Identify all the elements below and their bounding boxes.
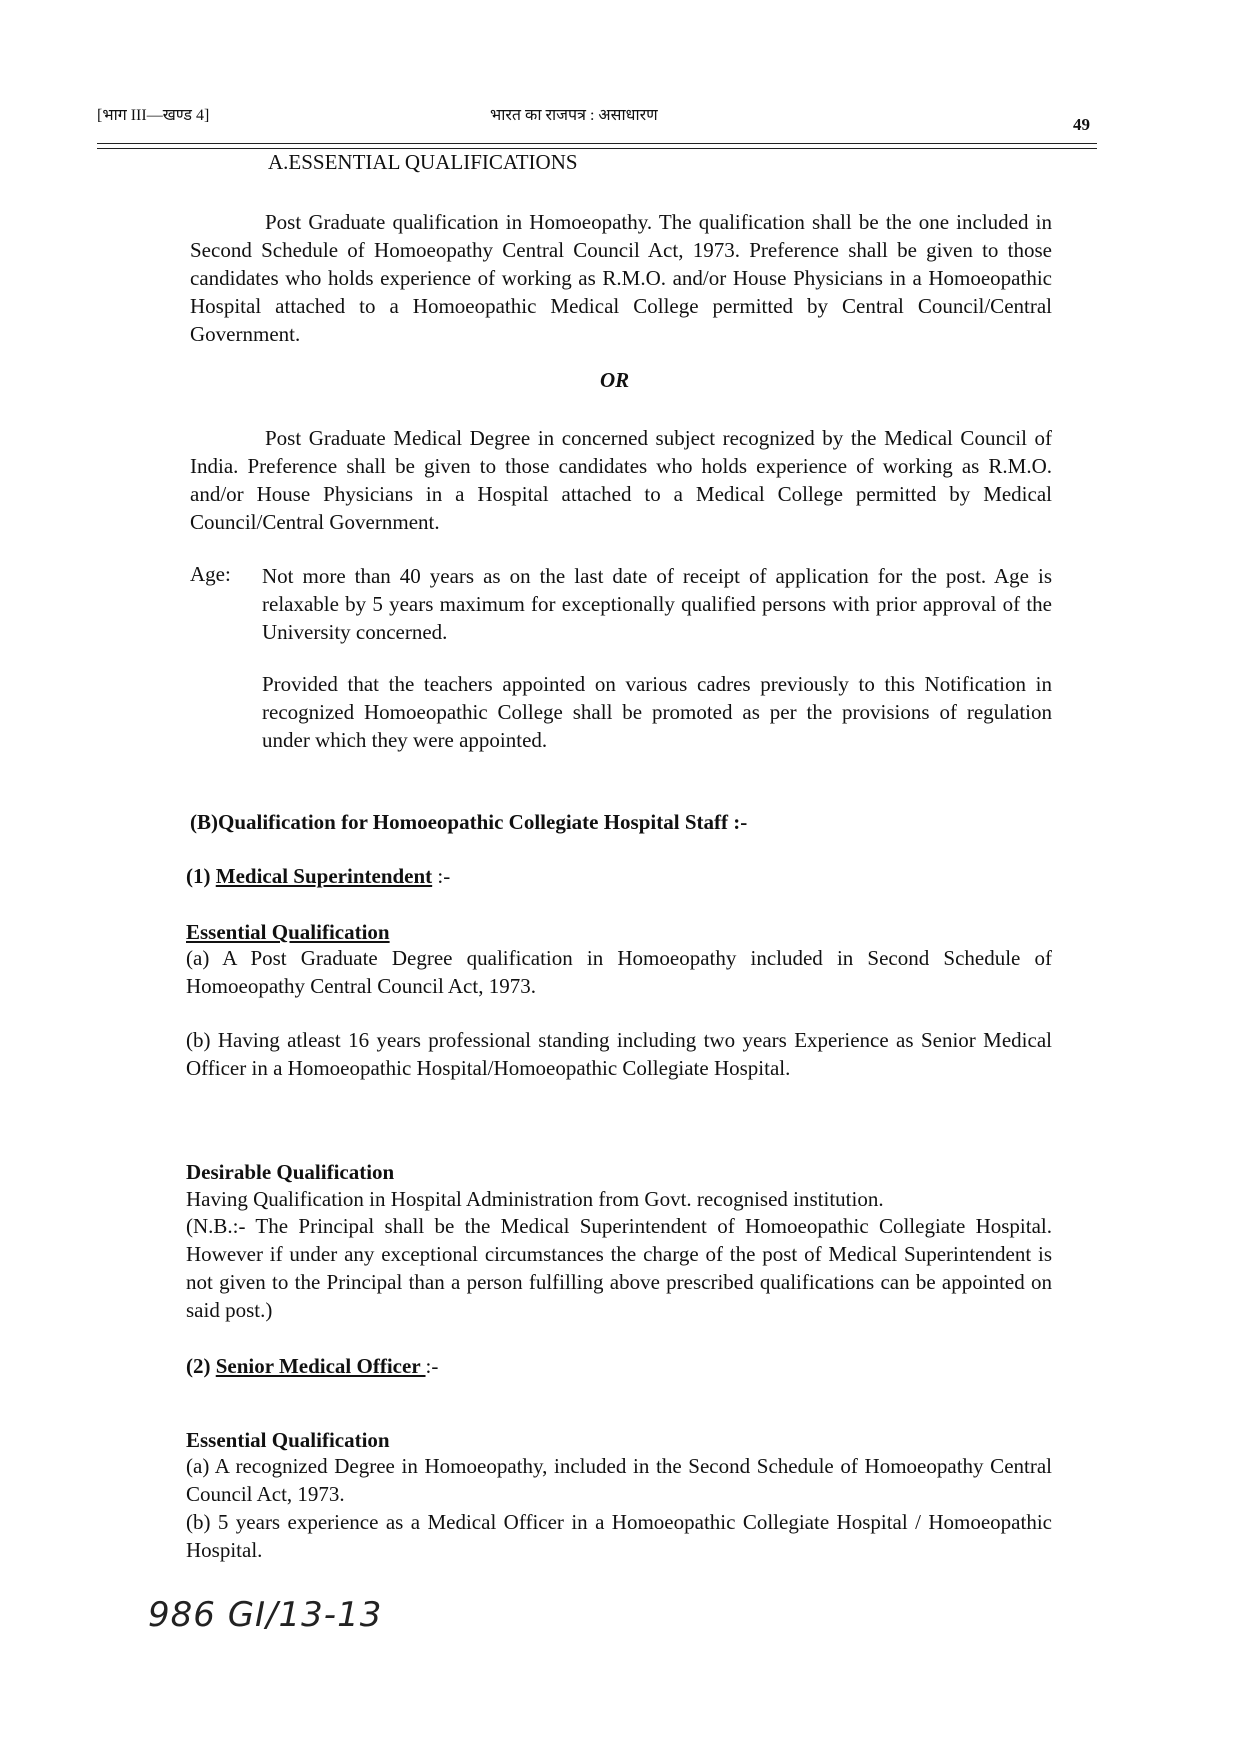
item-number: (2) bbox=[186, 1354, 216, 1378]
header-rule-top bbox=[97, 143, 1097, 144]
header-part-section: [भाग III—खण्ड 4] bbox=[97, 107, 210, 124]
smo-essential-heading: Essential Qualification bbox=[186, 1428, 390, 1452]
heading-suffix: :- bbox=[432, 864, 451, 888]
proviso-text: Provided that the teachers appointed on various cadres previously to this Notification in recognized Homoeopathic College shall be promoted as per the provisions of regulation under which they were appointed. bbox=[262, 672, 1052, 752]
header-rule-bottom bbox=[97, 148, 1097, 149]
ms-desirable-heading: Desirable Qualification bbox=[186, 1160, 395, 1184]
age-text: Not more than 40 years as on the last date of receipt of application for the post. Age is relaxable by 5 years maximum for exceptionally qualified persons with prior approval of the University concerned. bbox=[262, 564, 1052, 644]
section-a-heading: A.ESSENTIAL QUALIFICATIONS bbox=[268, 150, 578, 174]
or-separator: OR bbox=[600, 368, 630, 392]
header-gazette-title: भारत का राजपत्र : असाधारण bbox=[490, 107, 658, 124]
senior-medical-officer-heading bbox=[186, 1352, 1048, 1380]
section-b-heading: (B)Qualification for Homoeopathic Collegiate Hospital Staff :- bbox=[190, 810, 748, 834]
ms-desirable-text: Having Qualification in Hospital Administration from Govt. recognised institution. bbox=[186, 1187, 884, 1211]
medical-superintendent-heading bbox=[186, 862, 1048, 890]
section-a-para-homoeopathy: Post Graduate qualification in Homoeopathy. The qualification shall be the one included in Second Schedule of Homoeopathy Central Council Act, 1973. Preference shall be given to those candidates who holds experience of working as R.M.O. and/or House Physicians in a Homoeopathic Hospital attached to a Homoeopathic Medical College permitted by Central Council/Central Government. bbox=[190, 210, 1052, 346]
section-a-para-medical: Post Graduate Medical Degree in concerned subject recognized by the Medical Council of India. Preference shall be given to those candidates who holds experience of working as R.M.O. and/or House Physicians in a Hospital attached to a Medical College permitted by Medical Council/Central Government. bbox=[190, 426, 1052, 534]
ms-essential-heading: Essential Qualification bbox=[186, 920, 390, 944]
ms-essential-b: (b) Having atleast 16 years professional standing including two years Experience as Senior Medical Officer in a Homoeopathic Hospital/Homoeopathic Collegiate Hospital. bbox=[186, 1028, 1052, 1080]
handwritten-reference: 986 GI/13-13 bbox=[148, 1595, 383, 1635]
medical-superintendent-title: Medical Superintendent bbox=[215, 864, 433, 888]
heading-suffix: :- bbox=[425, 1354, 439, 1378]
senior-medical-officer-title: Senior Medical Officer bbox=[215, 1354, 426, 1378]
ms-essential-a: (a) A Post Graduate Degree qualification in Homoeopathy included in Second Schedule of Homoeopathy Central Council Act, 1973. bbox=[186, 946, 1052, 998]
item-number: (1) bbox=[186, 864, 216, 888]
page-number: 49 bbox=[1073, 115, 1090, 134]
age-label: Age: bbox=[190, 562, 231, 586]
smo-essential-a: (a) A recognized Degree in Homoeopathy, included in the Second Schedule of Homoeopathy Central Council Act, 1973. bbox=[186, 1454, 1052, 1506]
smo-essential-b: (b) 5 years experience as a Medical Officer in a Homoeopathic Collegiate Hospital / Homoeopathic Hospital. bbox=[186, 1510, 1052, 1562]
ms-note: (N.B.:- The Principal shall be the Medical Superintendent of Homoeopathic Collegiate Hospital. However if under any exceptional circumstances the charge of the post of Medical Superintendent is not given to the Principal than a person fulfilling above prescribed qualifications can be appointed on said post.) bbox=[186, 1214, 1052, 1322]
